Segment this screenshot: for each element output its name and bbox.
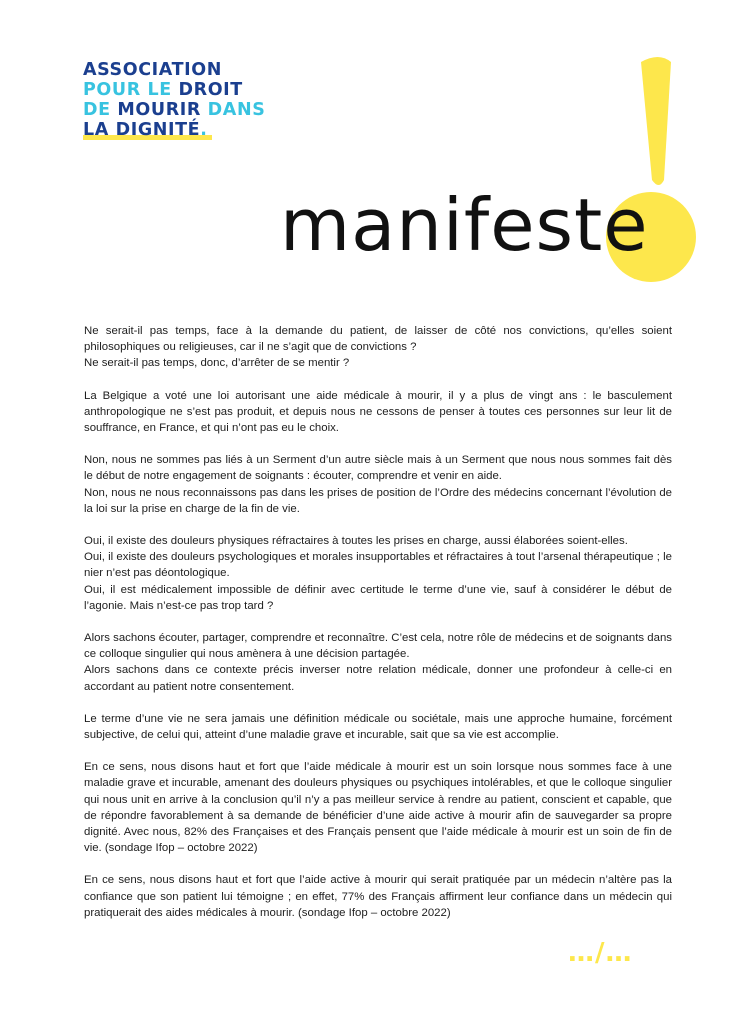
- paragraph-sentence: La Belgique a voté une loi autorisant une aide médicale à mourir, il y a plus de vingt ans : le basculement anthropologique ne s’est pas produit, et depuis nous ne cessons de penser à toutes ces personnes sur leur lit de souffrance, en France, et qui n’ont pas eu le choix.: [84, 389, 672, 435]
- paragraph-sentence: Non, nous ne nous reconnaissons pas dans les prises de position de l’Ordre des médecins concernant l’évolution de la loi sur la prise en charge de la fin de vie.: [84, 486, 672, 515]
- logo-line-3: DE MOURIR DANS: [83, 100, 266, 120]
- logo-line-1: ASSOCIATION: [83, 60, 222, 80]
- paragraph-sentence: En ce sens, nous disons haut et fort que l’aide médicale à mourir est un soin lorsque nous sommes face à une maladie grave et incurable, amenant des douleurs physiques ou psychiques intolérables, et que le colloque singulier qui nous unit en arrive à la conclusion qu’il n’y a pas meilleur service à rendre au patient, conscient et capable, que de répondre favorablement à sa demande de bénéficier d’une aide active à mourir afin de sauvegarder sa propre dignité. Avec nous, 82% des Françaises et des Français pensent que l’aide médicale à mourir est un soin de fin de vie. (sondage Ifop – octobre 2022): [84, 761, 672, 855]
- logo-line-4: LA DIGNITÉ.: [83, 120, 208, 140]
- paragraph-sentence: Oui, il existe des douleurs physiques réfractaires à toutes les prises en charge, aussi élaborées soient-elles.: [84, 535, 628, 548]
- paragraph-sentence: Le terme d’une vie ne sera jamais une définition médicale ou sociétale, mais une approche humaine, forcément subjective, de celui qui, atteint d’une maladie grave et incurable, sait que sa vie est accomplie.: [84, 712, 672, 742]
- title-block: [0, 0, 730, 300]
- manifesto-paragraph: [84, 388, 672, 437]
- paragraph-sentence: Alors sachons écouter, partager, comprendre et reconnaître. C’est cela, notre rôle de médecins et de soignants dans ce colloque singulier qui nous amènera à une décision partagée.: [84, 632, 672, 661]
- paragraph-sentence: Ne serait-il pas temps, donc, d’arrêter de se mentir ?: [84, 357, 350, 370]
- manifesto-paragraph: [84, 323, 672, 372]
- manifesto-paragraph: [84, 533, 672, 614]
- manifesto-body: [84, 323, 672, 937]
- paragraph-sentence: Oui, il existe des douleurs psychologiques et morales insupportables et réfractaires à tout l’arsenal thérapeutique ; le nier n’est pas déontologique.: [84, 551, 672, 580]
- page-title: manifeste: [280, 183, 649, 267]
- paragraph-sentence: Non, nous ne sommes pas liés à un Serment d’un autre siècle mais à un Serment que nous nous sommes fait dès le début de notre engagement de soignants : écouter, comprendre et venir en aide.: [84, 454, 672, 483]
- logo-line-2: POUR LE DROIT: [83, 80, 243, 100]
- paragraph-sentence: Oui, il est médicalement impossible de définir avec certitude le terme d’une vie, sauf à considérer le début de l’agonie. Mais n’est-ce pas trop tard ?: [84, 583, 672, 612]
- manifesto-paragraph: [84, 759, 672, 856]
- exclamation-bar-shape: [641, 57, 671, 185]
- paragraph-sentence: Alors sachons dans ce contexte précis inverser notre relation médicale, donner une profondeur à celle-ci en accordant au patient notre consentement.: [84, 664, 672, 693]
- manifesto-paragraph: [84, 711, 672, 743]
- manifesto-paragraph: [84, 452, 672, 517]
- manifesto-paragraph: [84, 872, 672, 921]
- continuation-mark: …/…: [568, 938, 633, 968]
- paragraph-sentence: Ne serait-il pas temps, face à la demande du patient, de laisser de côté nos convictions, qu’elles soient philosophiques ou religieuses, car il ne s’agit que de convictions ?: [84, 325, 672, 354]
- paragraph-sentence: En ce sens, nous disons haut et fort que l’aide active à mourir qui serait pratiquée par un médecin n’altère pas la confiance que son patient lui témoigne ; en effet, 77% des Français affirment leur confiance dans un médecin qui pratiquerait des aides médicales à mourir. (sondage Ifop – octobre 2022): [84, 874, 672, 919]
- manifesto-paragraph: [84, 630, 672, 695]
